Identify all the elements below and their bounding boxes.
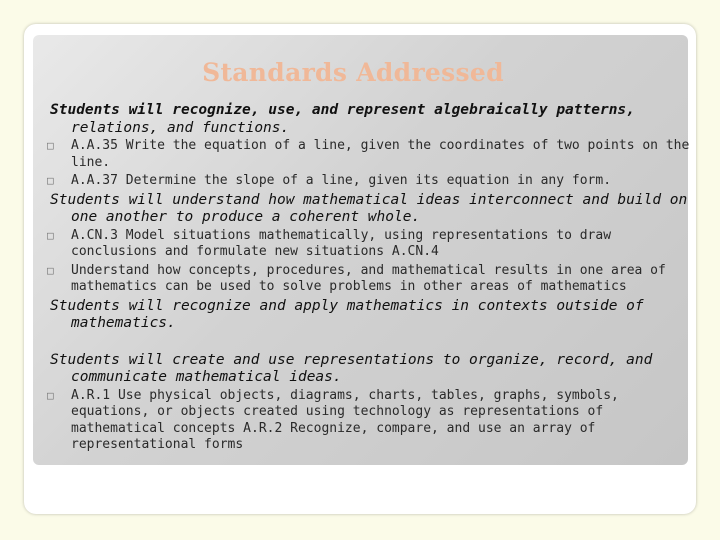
bullet-item: □ A.R.1 Use physical objects, diagrams, charts, tables, graphs, symbols, equations, or objects created using technology as representations of mathematical concepts A.R.2 Recognize, compare, and use an array of representational forms [47,387,619,452]
slide-title: Standards Addressed [202,58,504,87]
square-bullet-icon: □ [47,228,54,242]
bullet-item: □ A.A.35 Write the equation of a line, given the coordinates of two points on the line. [47,138,690,170]
slide-content [47,102,690,456]
spacer [50,333,690,352]
section-heading-2: Students will understand how mathematical ideas interconnect and build on one another to produce a coherent whole. [50,191,688,225]
bullet-item: □ A.A.37 Determine the slope of a line, given its equation in any form. [47,173,612,188]
section-heading-4: Students will create and use representations to organize, record, and communicate mathematical ideas. [50,351,653,385]
square-bullet-icon: □ [47,388,54,402]
section-heading-1: Students will recognize, use, and represent algebraically patterns, relations, and functions. [50,102,635,136]
square-bullet-icon: □ [47,174,54,187]
square-bullet-icon: □ [47,263,54,277]
section-heading-3: Students will recognize and apply mathematics in contexts outside of mathematics. [50,297,644,331]
bullet-item: □ A.CN.3 Model situations mathematically, using representations to draw conclusions and formulate new situations A.CN.4 [47,227,612,259]
bullet-item: □ Understand how concepts, procedures, and mathematical results in one area of mathematics can be used to solve problems in other areas of mathematics [47,262,666,294]
square-bullet-icon: □ [47,139,54,152]
